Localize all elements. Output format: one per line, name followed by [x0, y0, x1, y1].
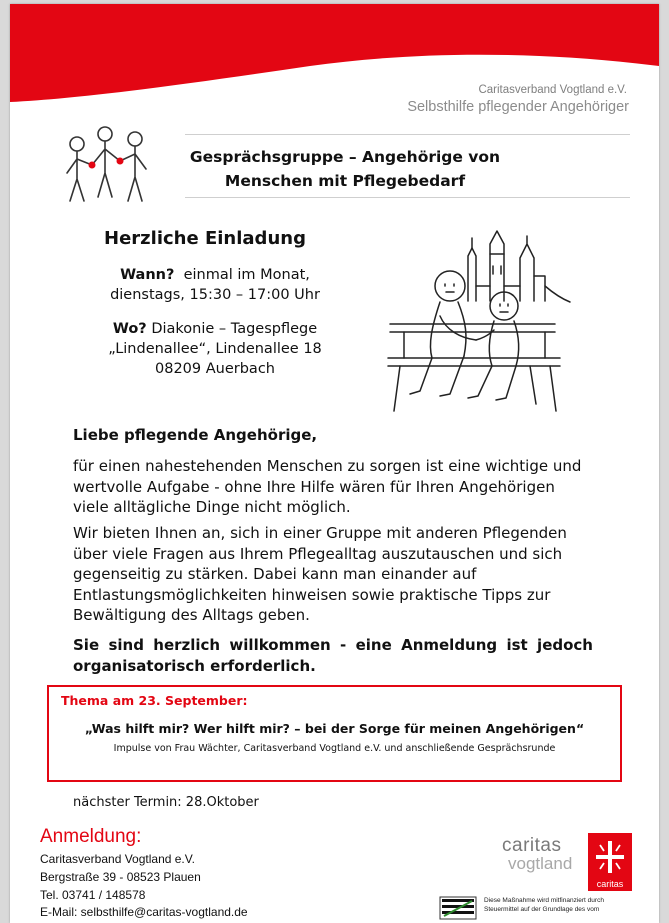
funding-note — [484, 896, 634, 914]
funding-note-line-2: Steuermittel auf der Grundlage des vom — [484, 906, 600, 913]
when-line-2: dienstags, 15:30 – 17:00 Uhr — [110, 287, 320, 303]
topic-speaker: Impulse von Frau Wächter, Caritasverband Vogtland e.V. und anschließende Gesprächsrunde — [113, 743, 556, 754]
funding-note-line-1: Diese Maßnahme wird mitfinanziert durch — [484, 897, 604, 904]
where-label: Wo? — [112, 321, 147, 337]
when-label: Wann? — [120, 267, 175, 283]
logo-word-vogtland: vogtland — [508, 854, 573, 873]
registration-phone: Tel. 03741 / 148578 — [40, 888, 146, 902]
registration-org: Caritasverband Vogtland e.V. — [40, 852, 195, 866]
registration-address: Bergstraße 39 - 08523 Plauen — [40, 870, 201, 884]
where-line-1: Diakonie – Tagespflege — [151, 321, 318, 337]
when-block — [50, 265, 380, 305]
invitation-title: Herzliche Einladung — [104, 228, 306, 249]
registration-title: Anmeldung: — [40, 826, 142, 847]
divider-title — [185, 197, 630, 198]
registration-email: E-Mail: selbsthilfe@caritas-vogtland.de — [40, 905, 248, 919]
where-line-3: 08209 Auerbach — [155, 361, 275, 377]
paragraph-3-welcome: Sie sind herzlich willkommen - eine Anmeldung ist jedoch organisatorisch erforderlich. — [73, 636, 593, 675]
group-title-line-2: Menschen mit Pflegebedarf — [224, 172, 466, 190]
group-title — [180, 145, 510, 193]
where-line-2: „Lindenallee“, Lindenallee 18 — [108, 341, 322, 357]
org-subtitle: Selbsthilfe pflegender Angehöriger — [407, 99, 629, 115]
org-name: Caritasverband Vogtland e.V. — [478, 84, 627, 96]
group-title-line-1: Gesprächsgruppe – Angehörige von — [189, 148, 501, 166]
greeting: Liebe pflegende Angehörige, — [73, 426, 318, 444]
topic-box — [47, 685, 622, 782]
when-line-1: einmal im Monat, — [183, 267, 310, 283]
paragraph-2: Wir bieten Ihnen an, sich in einer Gruppe mit anderen Pflegenden über viele Fragen aus Ihrem Pflegealltag auszutauschen und sich gegenseitig zu stärken. Dabei kann man einander auf Entlastungsmöglichkeiten hinweisen sowie praktische Tipps zur Bewältigung des Alltags geben. — [73, 524, 567, 624]
next-date: nächster Termin: 28.Oktober — [73, 795, 259, 810]
red-header-swoosh — [10, 4, 659, 114]
caritas-logo — [588, 833, 632, 891]
topic-quote: „Was hilft mir? Wer hilft mir? – bei der Sorge für meinen Angehörigen“ — [84, 721, 585, 736]
bench-couple-illustration — [380, 226, 580, 416]
topic-label: Thema am 23. September: — [61, 693, 248, 708]
logo-word-caritas: caritas — [502, 835, 562, 856]
logo-box-text: caritas — [596, 879, 624, 889]
paragraph-1: für einen nahestehenden Menschen zu sorgen ist eine wichtige und wertvolle Aufgabe - ohne Ihre Hilfe wären für Ihren Angehörigen viele alltägliche Dinge nicht möglich. — [73, 457, 582, 516]
divider-top — [185, 134, 630, 135]
flyer-page — [10, 4, 659, 923]
flame-cross-icon — [588, 835, 632, 879]
saxony-crest-icon — [438, 896, 478, 920]
people-group-illustration — [60, 121, 160, 211]
where-block — [50, 319, 380, 379]
